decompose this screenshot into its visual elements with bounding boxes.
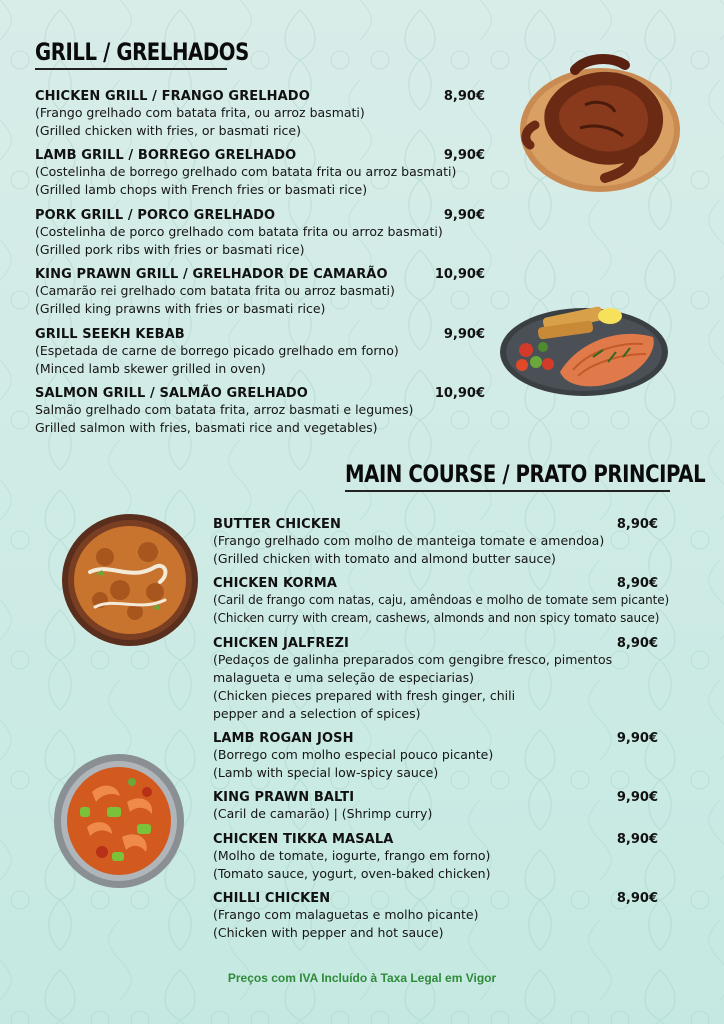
grill-section-title: GRILL / GRELHADOS bbox=[35, 38, 249, 66]
menu-item-chicken-tikka-masala bbox=[213, 832, 658, 883]
item-desc-pt: (Borrego com molho especial pouco picante) bbox=[213, 747, 494, 762]
item-price: 8,90€ bbox=[616, 832, 658, 847]
main-course-title-underline bbox=[345, 490, 670, 492]
item-price: 10,90€ bbox=[434, 267, 485, 282]
menu-item-lamb-rogan-josh bbox=[213, 731, 658, 782]
grilled-salmon-photo bbox=[498, 302, 670, 400]
menu-item-king-prawn-balti bbox=[213, 790, 658, 823]
item-price: 9,90€ bbox=[443, 208, 485, 223]
item-price: 9,90€ bbox=[443, 148, 485, 163]
item-name: BUTTER CHICKEN bbox=[213, 517, 341, 532]
item-desc-en: (Grilled chicken with tomato and almond butter sauce) bbox=[213, 551, 556, 566]
item-desc-pt: (Frango grelhado com batata frita, ou arroz basmati) bbox=[35, 105, 365, 120]
item-price: 8,90€ bbox=[616, 636, 658, 651]
item-name: KING PRAWN GRILL / GRELHADOR DE CAMARÃO bbox=[35, 267, 388, 282]
item-desc-en: Grilled salmon with fries, basmati rice and vegetables) bbox=[35, 420, 378, 435]
menu-item-king-prawn-grill bbox=[35, 267, 485, 318]
item-desc-pt: (Espetada de carne de borrego picado grelhado em forno) bbox=[35, 343, 399, 358]
item-desc-pt: (Camarão rei grelhado com batata frita ou arroz basmati) bbox=[35, 283, 395, 298]
grill-title-underline bbox=[35, 68, 227, 70]
item-desc-en: (Lamb with special low-spicy sauce) bbox=[213, 765, 439, 780]
item-desc-en: (Grilled lamb chops with French fries or basmati rice) bbox=[35, 182, 368, 197]
menu-item-grill-seekh-kebab bbox=[35, 327, 485, 378]
item-desc-en-line-1: (Chicken pieces prepared with fresh ginger, chili bbox=[213, 688, 516, 703]
item-desc-pt-line-2: malagueta e uma seleção de especiarias) bbox=[213, 670, 475, 685]
item-price: 8,90€ bbox=[616, 891, 658, 906]
item-desc-pt: (Frango grelhado com molho de manteiga tomate e amendoa) bbox=[213, 533, 605, 548]
item-name: LAMB GRILL / BORREGO GRELHADO bbox=[35, 148, 297, 163]
menu-item-lamb-grill bbox=[35, 148, 485, 199]
item-price: 10,90€ bbox=[434, 386, 485, 401]
butter-chicken-photo bbox=[60, 512, 200, 648]
item-price: 8,90€ bbox=[443, 89, 485, 104]
menu-item-chicken-grill bbox=[35, 89, 485, 140]
item-name: CHICKEN KORMA bbox=[213, 576, 338, 591]
item-price: 9,90€ bbox=[443, 327, 485, 342]
menu-item-chicken-korma bbox=[213, 576, 670, 627]
item-desc-pt: (Frango com malaguetas e molho picante) bbox=[213, 907, 479, 922]
menu-item-salmon-grill bbox=[35, 386, 485, 437]
item-desc-en: (Grilled chicken with fries, or basmati rice) bbox=[35, 123, 301, 138]
item-desc-en: (Minced lamb skewer grilled in oven) bbox=[35, 361, 266, 376]
main-course-section-title: MAIN COURSE / PRATO PRINCIPAL bbox=[345, 460, 706, 488]
item-name: SALMON GRILL / SALMÃO GRELHADO bbox=[35, 386, 308, 401]
menu-item-butter-chicken bbox=[213, 517, 658, 568]
item-desc-pt: (Costelinha de porco grelhado com batata frita ou arroz basmati) bbox=[35, 224, 443, 239]
item-name: CHICKEN TIKKA MASALA bbox=[213, 832, 394, 847]
item-name: CHICKEN GRILL / FRANGO GRELHADO bbox=[35, 89, 310, 104]
item-name: CHILLI CHICKEN bbox=[213, 891, 331, 906]
menu-item-chicken-jalfrezi bbox=[213, 636, 658, 723]
item-name: GRILL SEEKH KEBAB bbox=[35, 327, 185, 342]
item-desc-en: (Chicken with pepper and hot sauce) bbox=[213, 925, 444, 940]
item-price: 8,90€ bbox=[616, 517, 658, 532]
item-name: PORK GRILL / PORCO GRELHADO bbox=[35, 208, 276, 223]
item-desc-pt: (Caril de frango com natas, caju, amêndoas e molho de tomate sem picante) bbox=[213, 593, 670, 607]
item-desc-en: (Grilled pork ribs with fries or basmati rice) bbox=[35, 242, 305, 257]
item-price: 9,90€ bbox=[616, 790, 658, 805]
item-desc-en-line-2: pepper and a selection of spices) bbox=[213, 706, 421, 721]
item-desc-pt: Salmão grelhado com batata frita, arroz basmati e legumes) bbox=[35, 402, 414, 417]
item-desc: (Caril de camarão) | (Shrimp curry) bbox=[213, 806, 433, 821]
item-desc-en: (Chicken curry with cream, cashews, almonds and non spicy tomato sauce) bbox=[213, 611, 660, 625]
vat-footer-note: Preços com IVA Incluído à Taxa Legal em Vigor bbox=[227, 971, 497, 985]
item-price: 8,90€ bbox=[616, 576, 658, 591]
menu-item-pork-grill bbox=[35, 208, 485, 259]
menu-item-chilli-chicken bbox=[213, 891, 658, 942]
grilled-chicken-photo bbox=[515, 50, 685, 195]
item-name: KING PRAWN BALTI bbox=[213, 790, 355, 805]
item-desc-en: (Grilled king prawns with fries or basmati rice) bbox=[35, 301, 326, 316]
item-name: LAMB ROGAN JOSH bbox=[213, 731, 354, 746]
item-desc-en: (Tomato sauce, yogurt, oven-baked chicken) bbox=[213, 866, 491, 881]
item-desc-pt-line-1: (Pedaços de galinha preparados com gengibre fresco, pimentos bbox=[213, 652, 613, 667]
item-desc-pt: (Molho de tomate, iogurte, frango em forno) bbox=[213, 848, 491, 863]
prawn-curry-photo bbox=[52, 752, 186, 890]
item-desc-pt: (Costelinha de borrego grelhado com batata frita ou arroz basmati) bbox=[35, 164, 457, 179]
item-price: 9,90€ bbox=[616, 731, 658, 746]
item-name: CHICKEN JALFREZI bbox=[213, 636, 349, 651]
